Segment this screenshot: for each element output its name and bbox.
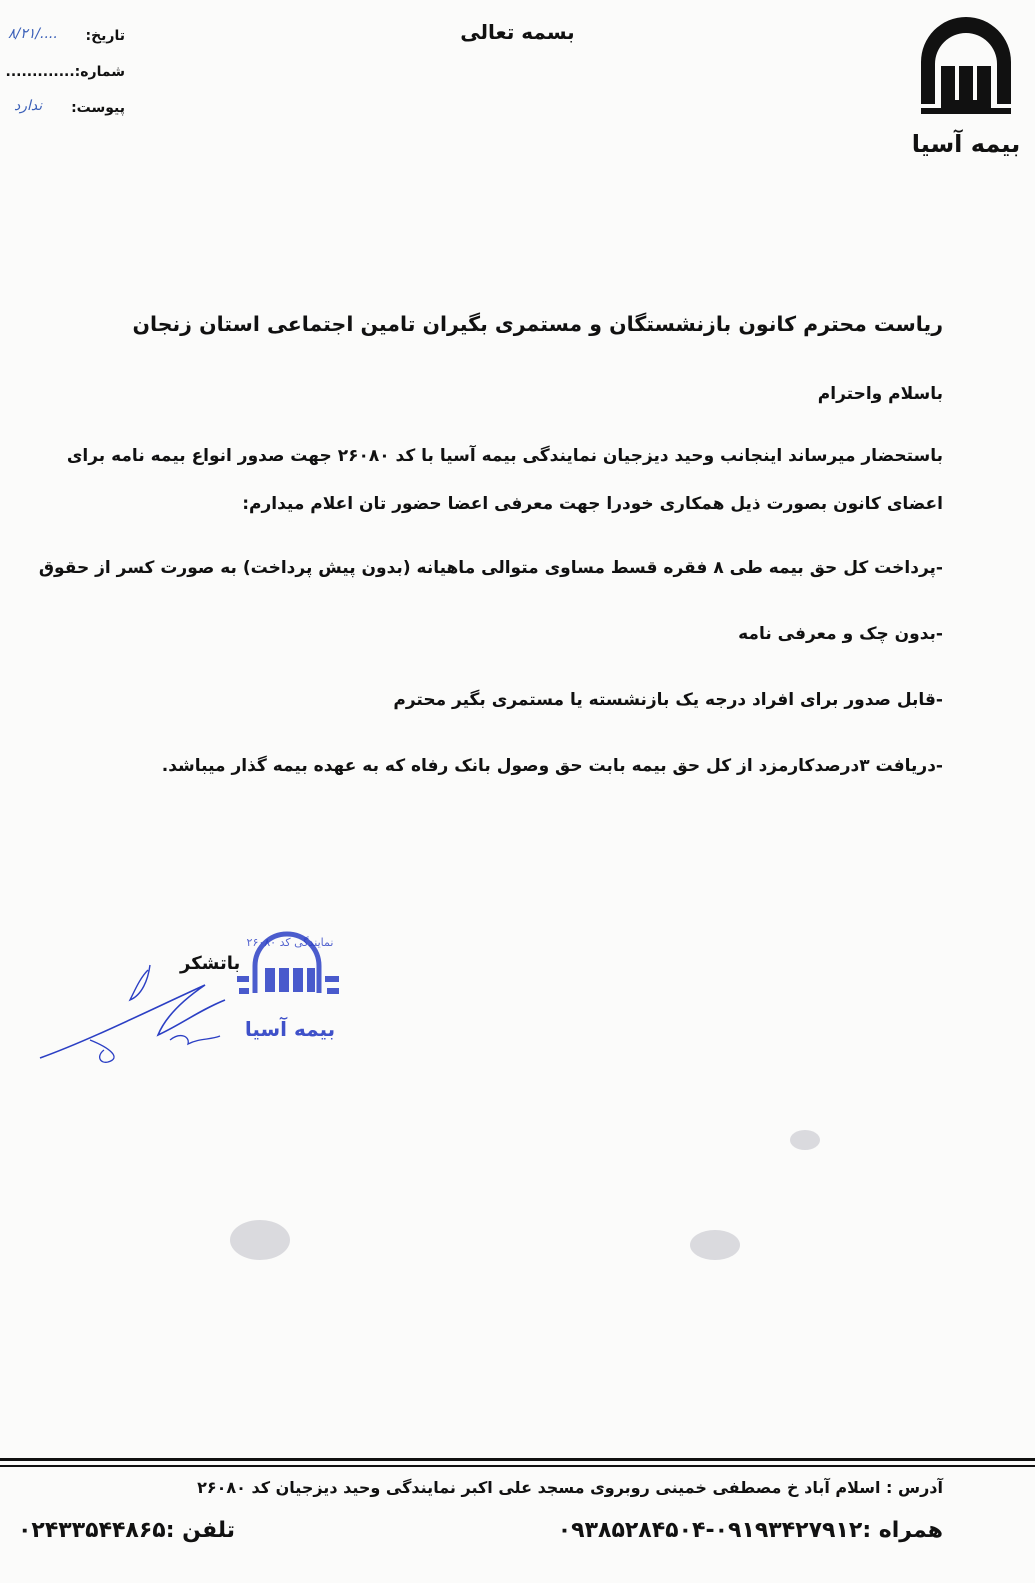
attachment-row: [0, 100, 125, 122]
scan-smudge: [790, 1130, 820, 1150]
paragraph-line-2: اعضای کانون بصورت ذیل همکاری خودرا جهت معرفی اعضا حضور تان اعلام میدارم:: [242, 494, 943, 514]
addressee: ریاست محترم کانون بازنشستگان و مستمری بگیران تامین اجتماعی استان زنجان: [132, 312, 943, 336]
attachment-value: ندارد: [14, 98, 43, 114]
footer-phone: تلفن :۰۲۴۳۳۵۴۴۸۶۵: [18, 1518, 236, 1543]
date-label: تاریخ:: [85, 28, 125, 44]
attachment-label: پیوست:: [71, 100, 125, 116]
number-label: شماره:.............: [5, 64, 125, 80]
paragraph-line-1: باستحضار میرساند اینجانب وحید دیزجیان نمایندگی بیمه آسیا با کد ۲۶۰۸۰ جهت صدور انواع بیمه نامه برای: [66, 446, 943, 466]
bullet-eligibility: -قابل صدور برای افراد درجه یک بازنشسته یا مستمری بگیر محترم: [393, 690, 943, 710]
letter-heading: بسمه تعالی: [460, 20, 575, 44]
bime-asia-logo: [911, 12, 1021, 162]
scan-smudge: [230, 1220, 290, 1260]
stamp-ring-text: نمایندگی کد ۲۶۰۸۰: [246, 936, 334, 949]
logo-text: بیمه آسیا: [911, 130, 1021, 158]
closing-thanks: باتشکر: [180, 953, 241, 974]
bullet-commission: -دریافت ۳درصدکارمزد از کل حق بیمه بابت حق وصول بانک رفاه که به عهده بیمه گذار میباشد.: [161, 756, 943, 776]
scan-smudge: [690, 1230, 740, 1260]
company-stamp: [215, 918, 365, 1048]
bullet-installments: -پرداخت کل حق بیمه طی ۸ فقره قسط مساوی متوالی ماهیانه (بدون پیش پرداخت) به صورت کسر از حقوق: [38, 558, 943, 578]
date-row: [0, 28, 125, 50]
footer-rule-thick: [0, 1458, 1035, 1461]
footer-address: آدرس : اسلام آباد خ مصطفی خمینی روبروی مسجد علی اکبر نمایندگی وحید دیزجیان کد ۲۶۰۸۰: [197, 1478, 943, 1497]
bullet-no-cheque: -بدون چک و معرفی نامه: [738, 624, 943, 644]
footer-rule-thin: [0, 1465, 1035, 1467]
number-row: [0, 64, 125, 86]
date-value: ۸/۲۱/....: [8, 26, 58, 42]
footer-contacts: [0, 1518, 1035, 1558]
greeting: باسلام واحترام: [817, 384, 943, 404]
stamp-text: بیمه آسیا: [244, 1017, 336, 1041]
footer-mobile: همراه :۰۹۱۹۳۴۲۷۹۱۲-۰۹۳۸۵۲۸۴۵۰۴: [557, 1518, 943, 1543]
